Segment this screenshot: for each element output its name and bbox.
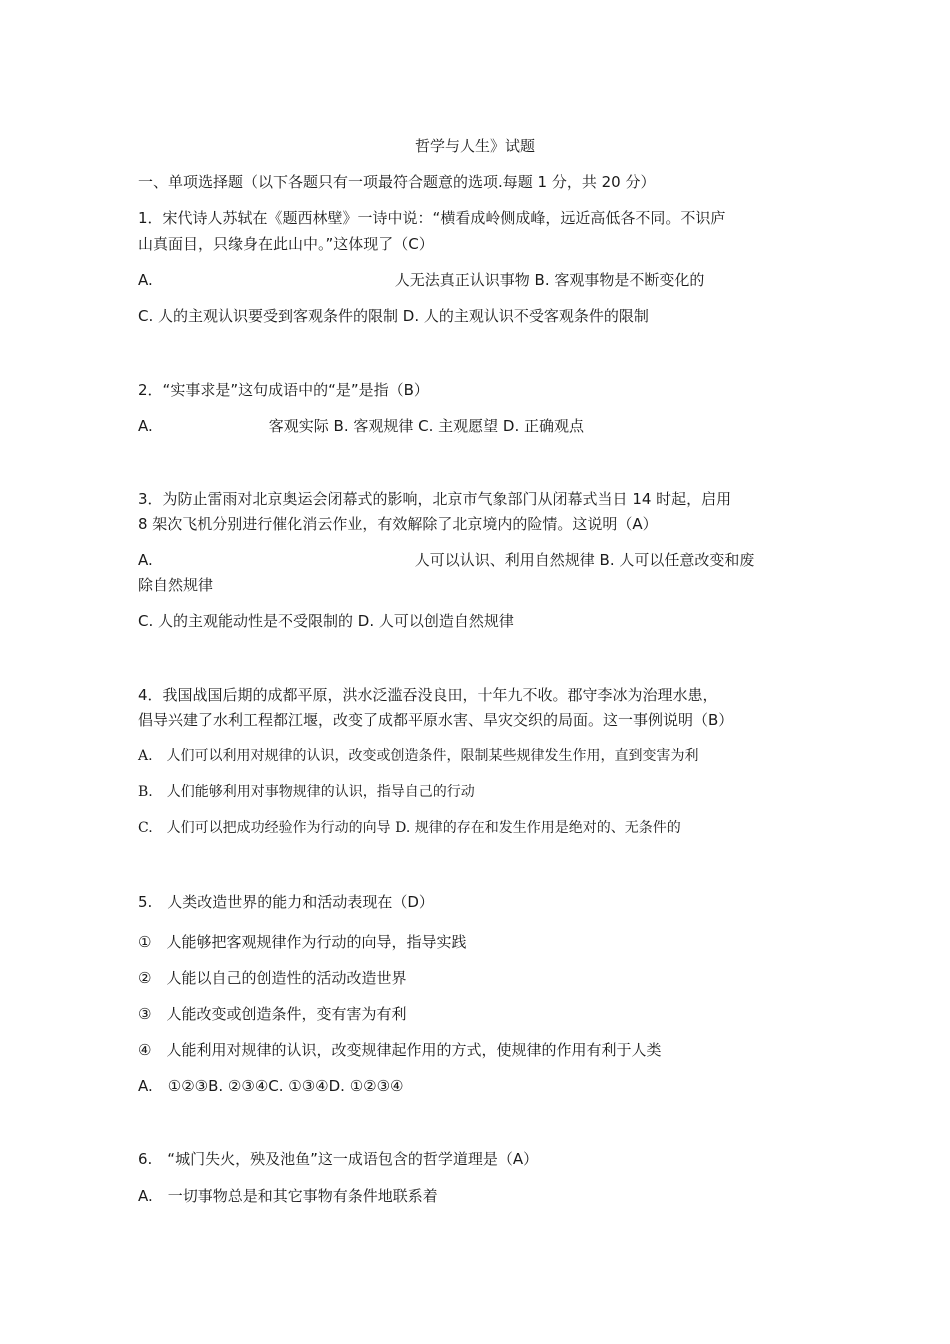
q5-stem: 5. 人类改造世界的能力和活动表现在（D） bbox=[138, 893, 434, 911]
q3-option-ab-text: 人可以认识、利用自然规律 B. 人可以任意改变和废 bbox=[414, 551, 755, 569]
q1-stem-line-1: 1．宋代诗人苏轼在《题西林壁》一诗中说：“横看成岭侧成峰，远近高低各不同。不识庐 bbox=[138, 209, 726, 227]
q5-choices: A. ①②③B. ②③④C. ①③④D. ①②③④ bbox=[138, 1077, 404, 1095]
q4-option-b: B. 人们能够利用对事物规律的认识，指导自己的行动 bbox=[138, 784, 475, 800]
q1-option-ab-text: 人无法真正认识事物 B. 客观事物是不断变化的 bbox=[394, 271, 705, 289]
q1-option-cd: C. 人的主观认识要受到客观条件的限制 D. 人的主观认识不受客观条件的限制 bbox=[138, 307, 649, 325]
q6-option-a: A. 一切事物总是和其它事物有条件地联系着 bbox=[138, 1187, 438, 1205]
page-title: 哲学与人生》试题 bbox=[414, 137, 535, 155]
q2-options-text: 客观实际 B. 客观规律 C. 主观愿望 D. 正确观点 bbox=[268, 417, 584, 435]
q3-option-ab-continued: 除自然规律 bbox=[138, 576, 214, 594]
q4-stem-line-2: 倡导兴建了水利工程都江堰，改变了成都平原水害、旱灾交织的局面。这一事例说明（B） bbox=[138, 711, 734, 729]
q6-stem: 6. “城门失火，殃及池鱼”这一成语包含的哲学道理是（A） bbox=[138, 1150, 539, 1168]
q4-stem-line-1: 4．我国战国后期的成都平原，洪水泛滥吞没良田，十年九不收。郡守李冰为治理水患， bbox=[138, 686, 718, 704]
q5-statement-3: ③ 人能改变或创造条件，变有害为有利 bbox=[138, 1005, 407, 1023]
q2-options bbox=[138, 416, 584, 436]
q1-option-a-label: A. bbox=[138, 271, 153, 289]
q3-option-cd: C. 人的主观能动性是不受限制的 D. 人可以创造自然规律 bbox=[138, 612, 514, 630]
section-heading: 一、单项选择题（以下各题只有一项最符合题意的选项.每题 1 分，共 20 分） bbox=[138, 173, 656, 191]
q5-statement-4: ④ 人能利用对规律的认识，改变规律起作用的方式，使规律的作用有利于人类 bbox=[138, 1041, 662, 1059]
q2-stem: 2．“实事求是”这句成语中的“是”是指（B） bbox=[138, 381, 429, 399]
q3-stem-line-1: 3．为防止雷雨对北京奥运会闭幕式的影响，北京市气象部门从闭幕式当日 14 时起，启用 bbox=[138, 490, 732, 508]
q3-option-ab bbox=[138, 550, 754, 570]
q4-option-cd: C. 人们可以把成功经验作为行动的向导 D. 规律的存在和发生作用是绝对的、无条件的 bbox=[138, 820, 681, 836]
q3-option-a-label: A. bbox=[138, 551, 153, 569]
q3-stem-line-2: 8 架次飞机分别进行催化消云作业，有效解除了北京境内的险情。这说明（A） bbox=[138, 515, 658, 533]
q5-statement-1: ① 人能够把客观规律作为行动的向导，指导实践 bbox=[138, 933, 467, 951]
q4-option-a: A. 人们可以利用对规律的认识，改变或创造条件，限制某些规律发生作用，直到变害为利 bbox=[138, 748, 699, 764]
q2-option-a-label: A. bbox=[138, 417, 153, 435]
q5-statement-2: ② 人能以自己的创造性的活动改造世界 bbox=[138, 969, 407, 987]
q1-stem-line-2: 山真面目，只缘身在此山中。”这体现了（C） bbox=[138, 235, 434, 253]
q1-option-ab bbox=[138, 270, 704, 290]
